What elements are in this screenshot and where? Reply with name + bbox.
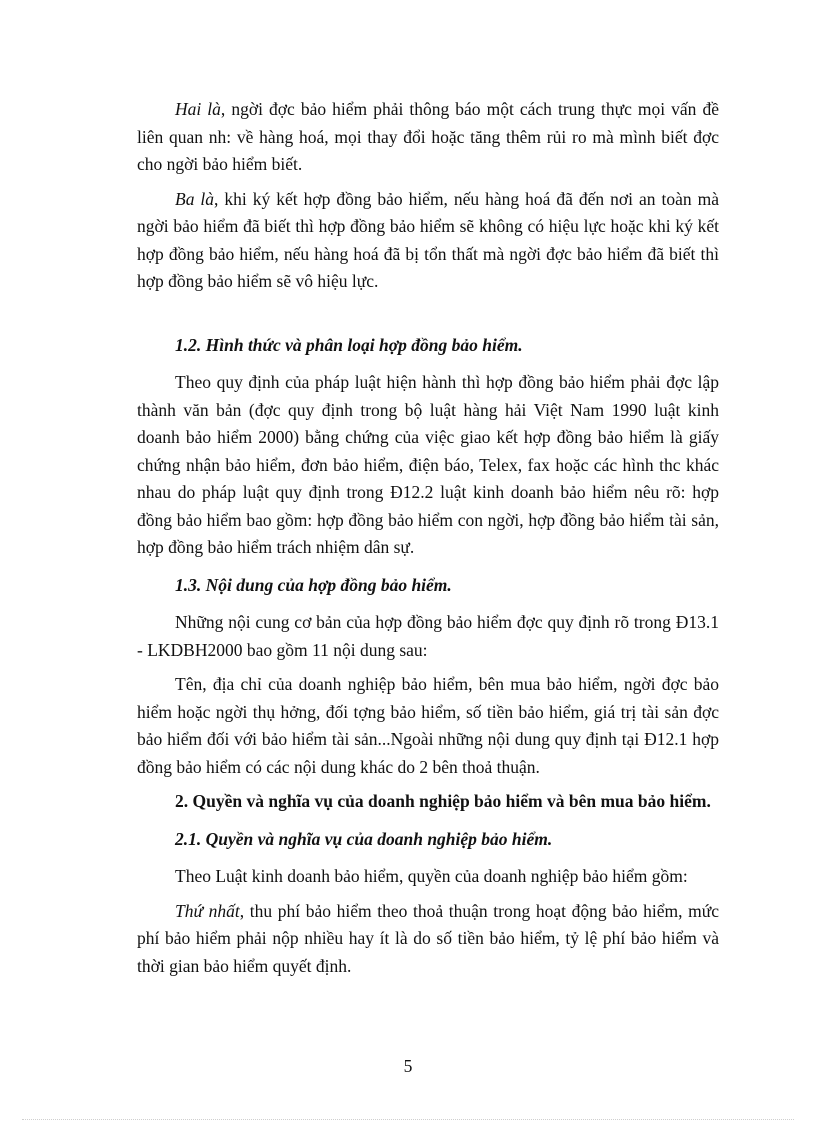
paragraph-lead: Hai là <box>175 99 221 119</box>
paragraph-ba-la <box>137 186 719 296</box>
paragraph-text: , khi ký kết hợp đồng bảo hiểm, nếu hàng hoá đã đến nơi an toàn mà ngời bảo hiểm đã biết thì hợp đồng bảo hiểm sẽ không có hiệu lực hoặc khi ký kết hợp đồng bảo hiểm, nếu hàng hoá đã bị tổn thất mà ngời đợc bảo hiểm đã biết thì hợp đồng bảo hiểm sẽ vô hiệu lực. <box>137 188 720 291</box>
section-heading-1-2: 1.2. Hình thức và phân loại hợp đồng bảo hiểm. <box>175 334 523 355</box>
paragraph-quyen-intro: Theo Luật kinh doanh bảo hiểm, quyền của doanh nghiệp bảo hiểm gồm: <box>175 866 688 886</box>
section-heading-2-1: 2.1. Quyền và nghĩa vụ của doanh nghiệp bảo hiểm. <box>175 828 553 849</box>
paragraph-text: , thu phí bảo hiểm theo thoả thuận trong hoạt động bảo hiểm, mức phí bảo hiểm phải nộp nhiều hay ít là do số tiền bảo hiểm, tỷ lệ phí bảo hiểm và thời gian bảo hiểm quyết định. <box>137 900 719 976</box>
paragraph-lead: Ba là <box>175 188 215 209</box>
paragraph-lead: Thứ nhất <box>175 900 240 921</box>
section-heading-1-3: 1.3. Nội dung của hợp đồng bảo hiểm. <box>175 574 452 595</box>
section-heading-2: 2. Quyền và nghĩa vụ của doanh nghiệp bảo hiểm và bên mua bảo hiểm. <box>175 791 711 811</box>
document-body <box>137 96 719 980</box>
paragraph-text: , ngời đợc bảo hiểm phải thông báo một cách trung thực mọi vấn đề liên quan nh: về hàng hoá, mọi thay đổi hoặc tăng thêm rủi ro mà mình biết đợc cho ngời bảo hiểm biết. <box>137 99 719 174</box>
paragraph-hai-la <box>137 96 719 179</box>
paragraph-hinh-thuc: Theo quy định của pháp luật hiện hành thì hợp đồng bảo hiểm phải đợc lập thành văn bản (đợc quy định trong bộ luật hàng hải Việt Nam 1990 luật kinh doanh bảo hiểm 2000) bằng chứng của việc giao kết hợp đồng bảo hiểm là giấy chứng nhận bảo hiểm, đơn bảo hiểm, điện báo, Telex, fax hoặc các hình thc khác nhau do pháp luật quy định trong Đ12.2 luật kinh doanh bảo hiểm nêu rõ: hợp đồng bảo hiểm bao gồm: hợp đồng bảo hiểm con ngời, hợp đồng bảo hiểm tài sản, hợp đồng bảo hiểm trách nhiệm dân sự. <box>137 372 719 557</box>
page-number: 5 <box>403 1056 413 1076</box>
paragraph-noi-dung-list: Tên, địa chỉ của doanh nghiệp bảo hiểm, bên mua bảo hiểm, ngời đợc bảo hiểm hoặc ngời thụ hởng, đối tợng bảo hiểm, số tiền bảo hiểm, giá trị tài sản đợc bảo hiểm đối với bảo hiểm tài sản...Ngoài những nội dung quy định tại Đ12.1 hợp đồng bảo hiểm có các nội dung khác do 2 bên thoả thuận. <box>137 674 719 777</box>
paragraph-thu-nhat <box>137 898 719 981</box>
paragraph-noi-dung-intro: Những nội cung cơ bản của hợp đồng bảo hiểm đợc quy định rõ trong Đ13.1 - LKDBH2000 bao gồm 11 nội dung sau: <box>137 612 719 660</box>
page-bottom-rule <box>22 1119 794 1120</box>
